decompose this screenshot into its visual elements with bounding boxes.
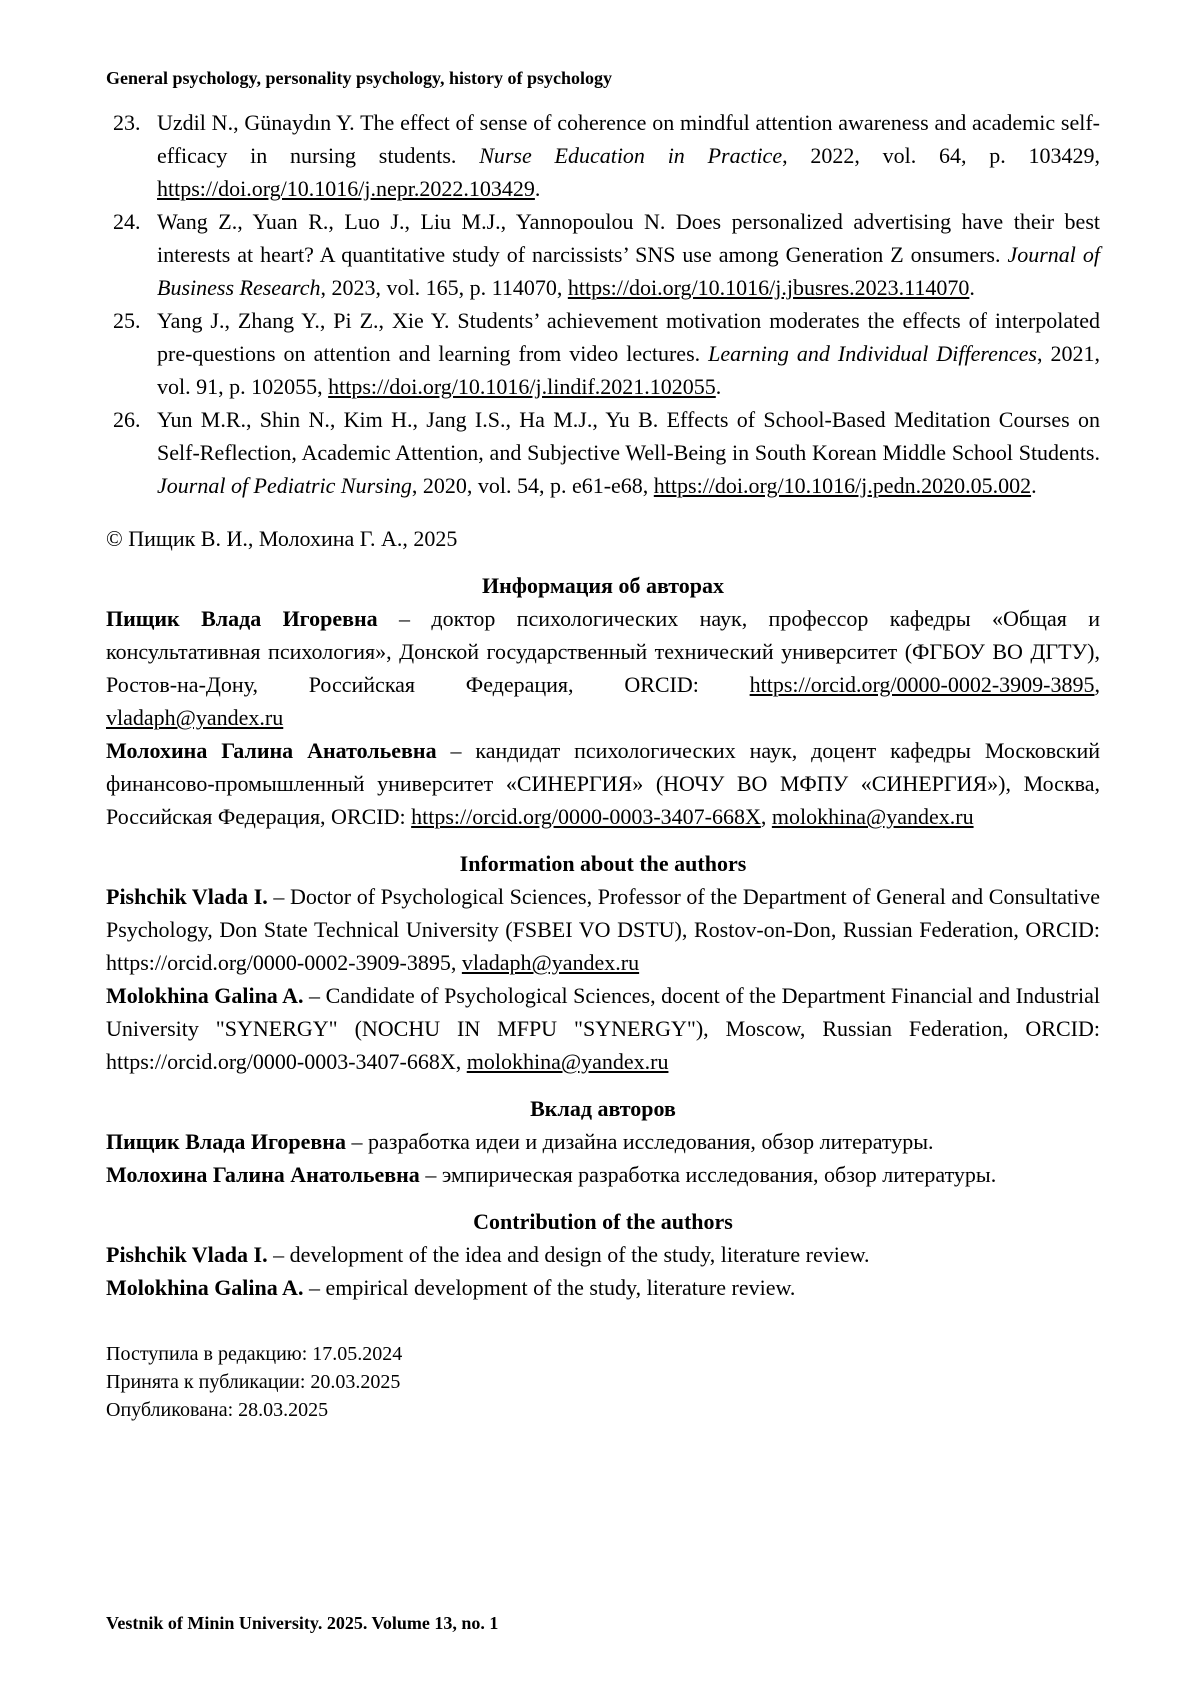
author-info-en-molokhina <box>106 979 1100 1078</box>
author-info-en-pishchik <box>106 880 1100 979</box>
section-heading-authors-info-en: Information about the authors <box>459 851 747 876</box>
text-segment: – доктор психологических наук, профессор кафедры «Общая и консультативная психология», Донской государственный технический университет (ФГБОУ ВО ДГТУ), Ростов-на-Дону, Российская Федерация, ORCID: <box>106 606 1100 697</box>
references-list <box>106 106 1100 502</box>
copyright-line: © Пищик В. И., Молохина Г. А., 2025 <box>106 526 458 551</box>
doi-link[interactable]: https://doi.org/10.1016/j.jbusres.2023.114070 <box>567 275 970 300</box>
author-info-ru-molokhina <box>106 734 1100 833</box>
reference-item <box>106 106 1100 205</box>
text-segment: Journal of Pediatric Nursing <box>157 473 412 498</box>
email-link[interactable]: molokhina@yandex.ru <box>771 804 974 829</box>
text-segment: Uzdil N., Günaydın Y. The effect of sense of coherence on mindful attention awareness and academic self-efficacy in nursing students. <box>157 110 1100 168</box>
text-segment: – Doctor of Psychological Sciences, Professor of the Department of General and Consultative Psychology, Don State Technical University (FSBEI VO DSTU), Rostov-on-Don, Russian Federation, ORCID: https://orcid.org/0000-0002-3909-3895, <box>106 884 1100 975</box>
date-accepted: Принята к публикации: 20.03.2025 <box>106 1371 401 1393</box>
reference-text <box>157 304 1100 403</box>
text-segment: – разработка идеи и дизайна исследования, обзор литературы. <box>345 1129 934 1154</box>
doi-link[interactable]: https://doi.org/10.1016/j.lindif.2021.102055 <box>328 374 716 399</box>
doi-link[interactable]: https://doi.org/10.1016/j.pedn.2020.05.002 <box>653 473 1032 498</box>
text-segment: Yun M.R., Shin N., Kim H., Jang I.S., Ha M.J., Yu B. Effects of School-Based Meditation Courses on Self-Reflection, Academic Attention, and Subjective Well-Being in South Korean Middle School Students. <box>157 407 1100 465</box>
text-segment: Learning and Individual Differences <box>708 341 1037 366</box>
contribution-en-pishchik <box>106 1238 1100 1271</box>
reference-text <box>157 403 1100 502</box>
text-segment: , <box>1094 672 1100 697</box>
text-segment: Molokhina Galina A. <box>106 983 304 1008</box>
author-info-ru-pishchik <box>106 602 1100 734</box>
text-segment: , 2022, vol. 64, p. 103429, <box>782 143 1100 168</box>
running-head: General psychology, personality psychology, history of psychology <box>106 68 613 88</box>
text-segment: Nurse Education in Practice <box>479 143 783 168</box>
orcid-link[interactable]: https://orcid.org/0000-0002-3909-3895 <box>749 672 1095 697</box>
text-segment: . <box>1031 473 1037 498</box>
section-heading-contribution-ru: Вклад авторов <box>530 1096 676 1121</box>
email-link[interactable]: vladaph@yandex.ru <box>461 950 640 975</box>
text-segment: – Candidate of Psychological Sciences, docent of the Department Financial and Industrial University "SYNERGY" (NOCHU IN MFPU "SYNERGY"), Moscow, Russian Federation, ORCID: https://orcid.org/0000-0003-3407-668X, <box>106 983 1100 1074</box>
doi-link[interactable]: https://doi.org/10.1016/j.nepr.2022.103429 <box>157 176 535 201</box>
text-segment: , 2020, vol. 54, p. e61-e68, <box>411 473 654 498</box>
text-segment: Molokhina Galina A. <box>106 1275 304 1300</box>
reference-item <box>106 403 1100 502</box>
date-received: Поступила в редакцию: 17.05.2024 <box>106 1343 403 1365</box>
reference-item <box>106 304 1100 403</box>
text-segment: Wang Z., Yuan R., Luo J., Liu M.J., Yannopoulou N. Does personalized advertising have their best interests at heart? A quantitative study of narcissists’ SNS use among Generation Z onsumers. <box>157 209 1100 267</box>
text-segment: – эмпирическая разработка исследования, обзор литературы. <box>419 1162 997 1187</box>
reference-text <box>157 205 1100 304</box>
reference-number: 23. <box>113 110 141 135</box>
text-segment: – кандидат психологических наук, доцент кафедры Московский финансово-промышленный университет «СИНЕРГИЯ» (НОЧУ ВО МФПУ «СИНЕРГИЯ»), Москва, Российская Федерация, ORCID: <box>106 738 1100 829</box>
text-segment: , <box>760 804 772 829</box>
reference-number: 24. <box>113 209 141 234</box>
text-segment: . <box>969 275 975 300</box>
text-segment: . <box>715 374 722 399</box>
text-segment: – empirical development of the study, literature review. <box>303 1275 796 1300</box>
text-segment: , 2021, vol. 91, p. 102055, <box>157 341 1101 399</box>
journal-footer: Vestnik of Minin University. 2025. Volume 13, no. 1 <box>106 1613 499 1633</box>
text-segment: . <box>534 176 541 201</box>
text-segment: Молохина Галина Анатольевна <box>106 1162 420 1187</box>
section-heading-contribution-en: Contribution of the authors <box>473 1209 733 1234</box>
email-link[interactable]: molokhina@yandex.ru <box>466 1049 669 1074</box>
orcid-link[interactable]: https://orcid.org/0000-0003-3407-668X <box>411 804 761 829</box>
text-segment: , 2023, vol. 165, p. 114070, <box>320 275 568 300</box>
text-segment: Пищик Влада Игоревна <box>106 606 378 631</box>
reference-number: 26. <box>113 407 141 432</box>
page-content <box>106 66 1100 1424</box>
date-published: Опубликована: 28.03.2025 <box>106 1399 329 1421</box>
text-segment: – development of the idea and design of the study, literature review. <box>267 1242 870 1267</box>
email-link[interactable]: vladaph@yandex.ru <box>106 705 284 730</box>
text-segment: Pishchik Vlada I. <box>106 884 268 909</box>
contribution-ru-molokhina <box>106 1158 1100 1191</box>
text-segment: Молохина Галина Анатольевна <box>106 738 437 763</box>
text-segment: Пищик Влада Игоревна <box>106 1129 346 1154</box>
reference-number: 25. <box>113 308 141 333</box>
article-dates <box>106 1340 1100 1424</box>
contribution-en-molokhina <box>106 1271 1100 1304</box>
text-segment: Journal of Business Research <box>157 242 1100 300</box>
section-heading-authors-info-ru: Информация об авторах <box>481 573 725 598</box>
contribution-ru-pishchik <box>106 1125 1100 1158</box>
text-segment: Yang J., Zhang Y., Pi Z., Xie Y. Students’ achievement motivation moderates the effects of interpolated pre-questions on attention and learning from video lectures. <box>157 308 1100 366</box>
reference-item <box>106 205 1100 304</box>
text-segment: Pishchik Vlada I. <box>106 1242 268 1267</box>
reference-text <box>157 106 1100 205</box>
